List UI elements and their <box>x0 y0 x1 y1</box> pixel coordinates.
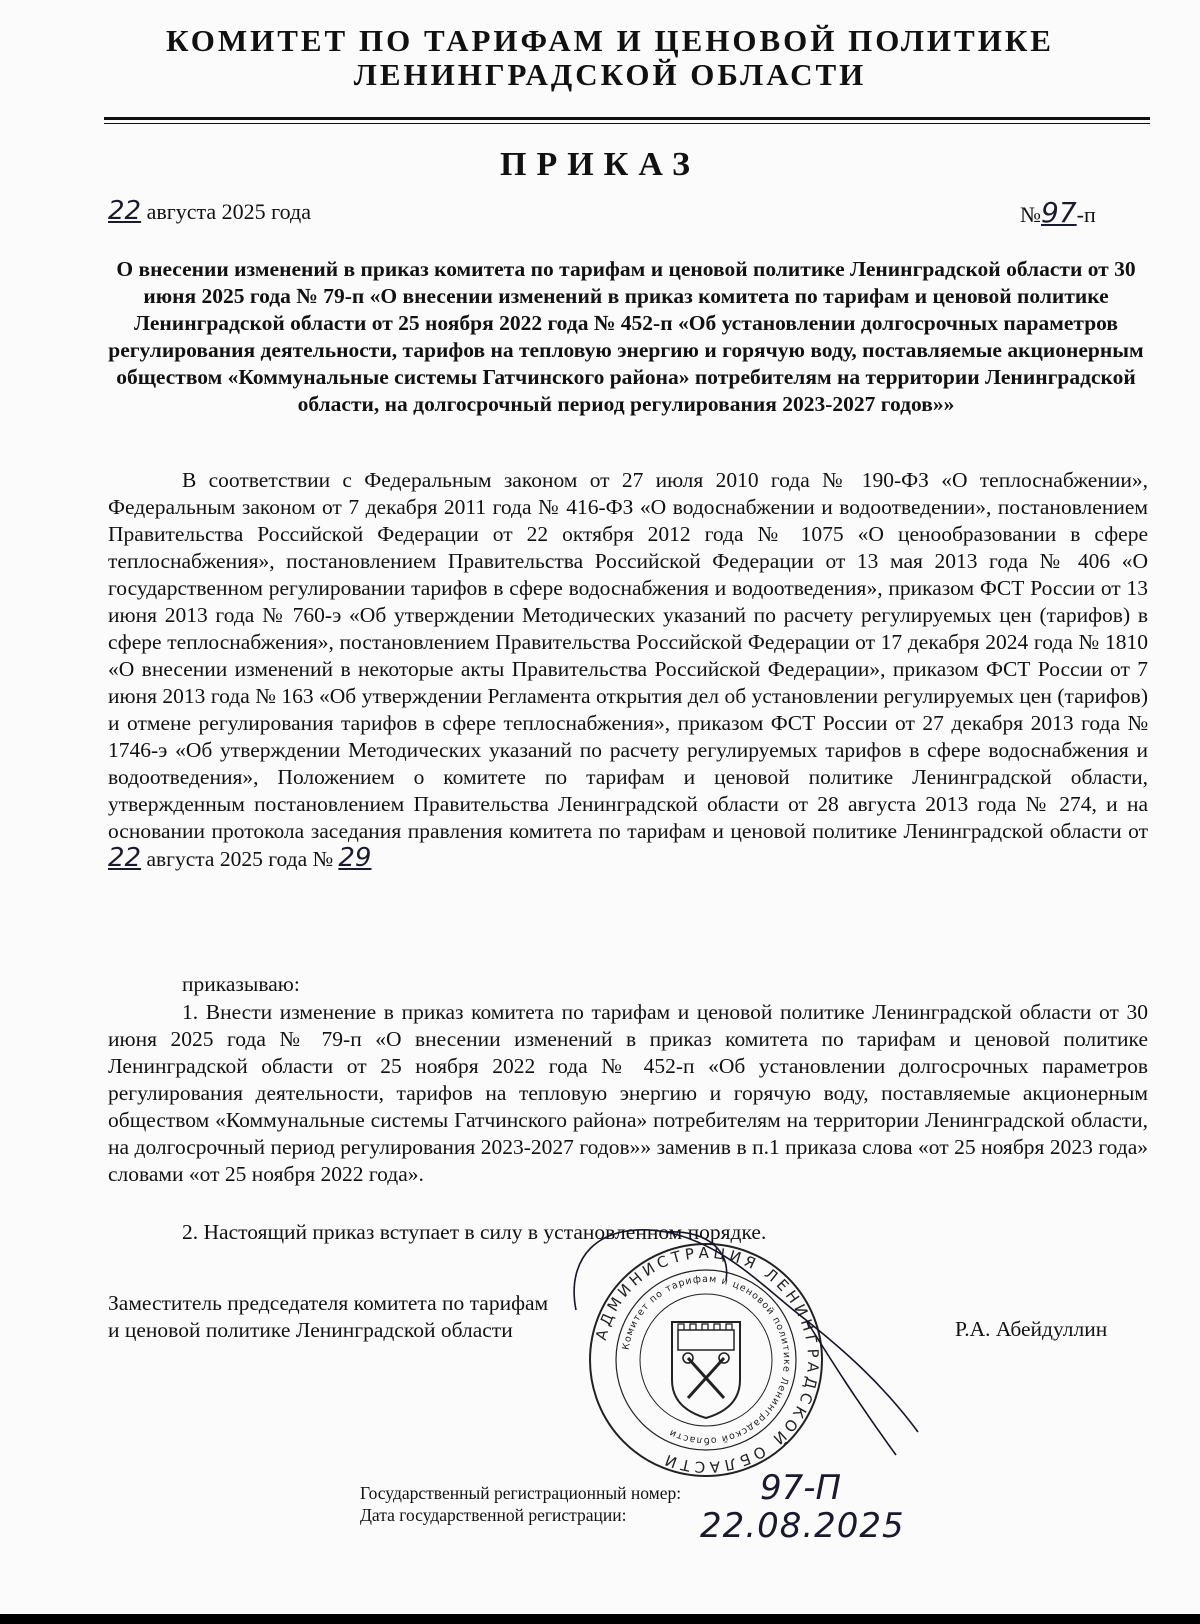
handwritten-number: 97 <box>1041 196 1077 229</box>
preamble-text-mid: августа 2025 года № <box>146 847 334 871</box>
preamble-text: В соответствии с Федеральным законом от 27 июля 2010 года № 190-ФЗ «О теплоснабжении», Федеральным законом от 7 декабря 2011 года № 416-ФЗ «О водоснабжении и водоотведении», постановлением Правительства Российской Федерации от 22 октября 2012 года № 1075 «О ценообразовании в сфере теплоснабжения», постановлением Правительства Российской Федерации от 13 мая 2013 года № 406 «О государственном регулировании тарифов в сфере водоснабжения и водоотведения», приказом ФСТ России от 13 июня 2013 года № 760-э «Об утверждении Методических указаний по расчету регулируемых цен (тарифов) в сфере теплоснабжения», постановлением Правительства Российской Федерации от 17 декабря 2024 года № 1810 «О внесении изменений в некоторые акты Правительства Российской Федерации», приказом ФСТ России от 7 июня 2013 года № 163 «Об утверждении Регламента открытия дел об установлении регулируемых цен (тарифов) и отмене регулирования тарифов в сфере теплоснабжения», приказом ФСТ России от 27 декабря 2013 года № 1746-э «Об утверждении Методических указаний по расчету регулируемых тарифов в сфере водоснабжения и водоотведения», Положением о комитете по тарифам и ценовой политике Ленинградской области, утвержденным постановлением Правительства Ленинградской области от 28 августа 2013 года № 274, и на основании протокола заседания правления комитета по тарифам и ценовой политике Ленинградской области от <box>108 468 1148 843</box>
signer-name: Р.А. Абейдуллин <box>955 1317 1108 1341</box>
document-heading: О внесении изменений в приказ комитета по тарифам и ценовой политике Ленинградской области от 30 июня 2025 года № 79-п «О внесении изменений в приказ комитета по тарифам и ценовой политике Ленинградской области от 25 ноября 2022 года № 452-п «Об установлении долгосрочных параметров регулирования деятельности, тарифов на тепловую энергию и горячую воду, поставляемые акционерным обществом «Коммунальные системы Гатчинского района» потребителям на территории Ленинградской области, на долгосрочный период регулирования 2023-2027 годов»» <box>108 257 1144 416</box>
handwritten-day: 22 <box>108 196 142 226</box>
scan-edge-bar <box>0 1614 1200 1624</box>
header-rule-thick <box>104 117 1150 120</box>
svg-text:Комитет по тарифам и ценовой п: Комитет по тарифам и ценовой политике Ленинградской области <box>620 1273 793 1447</box>
issuing-authority <box>60 24 1160 92</box>
registration-date-label: Дата государственной регистрации: <box>360 1505 627 1525</box>
handwritten-protocol-number: 29 <box>338 843 372 873</box>
order-item-1: 1. Внести изменение в приказ комитета по тарифам и ценовой политике Ленинградской области от 30 июня 2025 года № 79-п «О внесении изменений в приказ комитета по тарифам и ценовой политике Ленинградской области от 25 ноября 2022 года № 452-п «Об установлении долгосрочных параметров регулирования деятельности, тарифов на тепловую энергию и горячую воду, поставляемые акционерным обществом «Коммунальные системы Гатчинского района» потребителям на территории Ленинградской области, на долгосрочный период регулирования 2023-2027 годов»» заменив в п.1 приказа слова «от 25 ноября 2023 года» словами «от 25 ноября 2022 года». <box>108 1000 1148 1186</box>
handwritten-registration-date: 22.08.2025 <box>700 1506 905 1546</box>
handwritten-protocol-day: 22 <box>108 843 142 873</box>
org-line-2: ЛЕНИНГРАДСКОЙ ОБЛАСТИ <box>353 57 867 92</box>
svg-text:АДМИНИСТРАЦИЯ ЛЕНИНГРАДСКОЙ ОБ: АДМИНИСТРАЦИЯ ЛЕНИНГРАДСКОЙ ОБЛАСТИ <box>592 1243 823 1477</box>
document-date <box>108 196 311 226</box>
order-item-2: 2. Настоящий приказ вступает в силу в установленном порядке. <box>182 1220 767 1244</box>
document-type-title: ПРИКАЗ <box>500 146 700 183</box>
handwritten-signature <box>556 1200 936 1470</box>
order-verb: приказываю: <box>182 972 300 996</box>
signer-position <box>108 1290 628 1344</box>
date-rest: августа 2025 года <box>146 199 311 224</box>
number-prefix: № <box>1020 202 1041 227</box>
number-suffix: -п <box>1076 202 1096 227</box>
handwritten-registration-number: 97-П <box>760 1468 842 1508</box>
org-line-1: КОМИТЕТ ПО ТАРИФАМ И ЦЕНОВОЙ ПОЛИТИКЕ <box>166 23 1054 58</box>
preamble-paragraph <box>108 467 1148 873</box>
signer-position-line-1: Заместитель председателя комитета по тарифам <box>108 1291 549 1315</box>
registration-number-label: Государственный регистрационный номер: <box>360 1483 682 1503</box>
signer-position-line-2: и ценовой политике Ленинградской области <box>108 1318 513 1342</box>
document-number <box>1020 196 1096 229</box>
header-rule-thin <box>104 123 1150 124</box>
